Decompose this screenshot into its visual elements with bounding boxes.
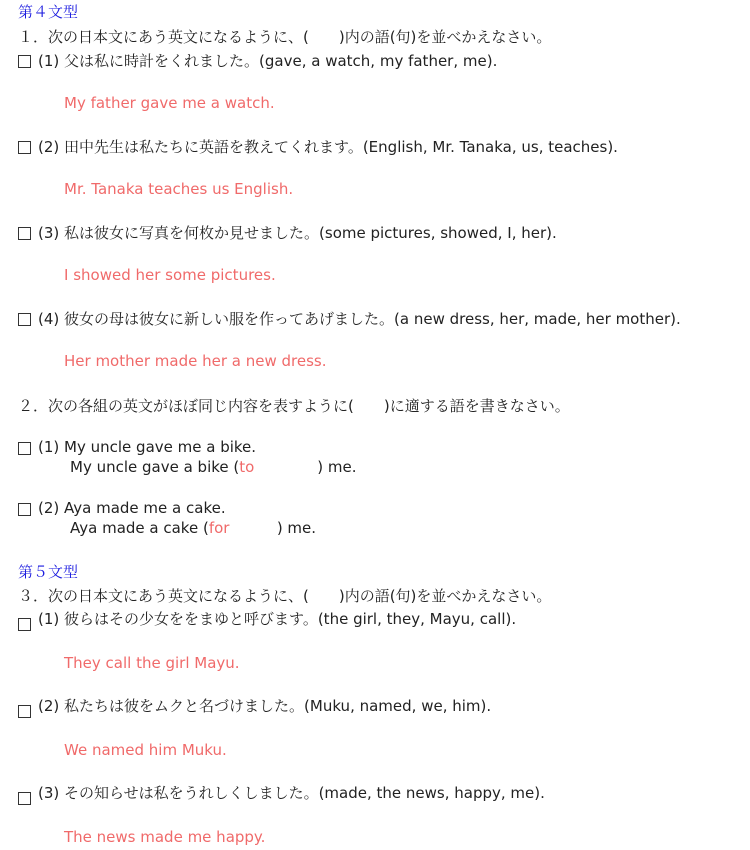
question-text: その知らせは私をうれしくしました。(made, the news, happy, me). (64, 784, 545, 802)
question-number: (1) (38, 438, 60, 456)
answer-q1-1: My father gave me a watch. (64, 94, 275, 112)
checkbox-q1-2[interactable] (18, 141, 31, 154)
question-text: 田中先生は私たちに英語を教えてくれます。(English, Mr. Tanaka, us, teaches). (64, 138, 618, 156)
question-q1-4 (38, 309, 681, 329)
question-number: (3) (38, 784, 60, 802)
instruction-2: ２．次の各組の英文がほぼ同じ内容を表すように( )に適する語を書きなさい。 (18, 397, 570, 415)
question-number: (3) (38, 224, 60, 242)
answer-q3-1: They call the girl Mayu. (64, 654, 240, 672)
question-q1-3 (38, 223, 557, 243)
question-q3-1 (38, 609, 516, 629)
question-q3-2 (38, 696, 491, 716)
checkbox-q2-2[interactable] (18, 503, 31, 516)
instruction-3: ３．次の日本文にあう英文になるように、( )内の語(句)を並べかえなさい。 (18, 587, 552, 605)
checkbox-q3-2[interactable] (18, 705, 31, 718)
checkbox-q1-4[interactable] (18, 313, 31, 326)
sentence-after-blank: ) me. (276, 519, 317, 537)
sentence-line2-q2-1 (70, 457, 356, 477)
checkbox-q2-1[interactable] (18, 442, 31, 455)
checkbox-q3-3[interactable] (18, 792, 31, 805)
sentence-line2-q2-2 (70, 518, 316, 538)
sentence-before-blank: My uncle gave a bike ( (70, 458, 240, 476)
question-q2-2 (38, 498, 226, 518)
sentence-line1: My uncle gave me a bike. (64, 438, 257, 456)
question-text: 彼女の母は彼女に新しい服を作ってあげました。(a new dress, her, made, her mother). (64, 310, 681, 328)
question-text: 私は彼女に写真を何枚か見せました。(some pictures, showed, I, her). (64, 224, 557, 242)
question-q1-1 (38, 51, 497, 71)
question-number: (4) (38, 310, 60, 328)
sentence-after-blank: ) me. (317, 458, 357, 476)
question-text: 父は私に時計をくれました。(gave, a watch, my father, me). (64, 52, 498, 70)
answer-q3-3: The news made me happy. (64, 828, 266, 846)
question-text: 彼らはその少女ををまゆと呼びます。(the girl, they, Mayu, call). (64, 610, 517, 628)
instruction-1: １．次の日本文にあう英文になるように、( )内の語(句)を並べかえなさい。 (18, 28, 552, 46)
question-number: (2) (38, 138, 60, 156)
question-text: 私たちは彼をムクと名づけました。(Muku, named, we, him). (64, 697, 492, 715)
question-q3-3 (38, 783, 545, 803)
question-number: (2) (38, 697, 60, 715)
question-number: (2) (38, 499, 60, 517)
section-heading-4: 第４文型 (18, 3, 79, 21)
answer-q1-4: Her mother made her a new dress. (64, 352, 327, 370)
blank-answer: to (239, 458, 255, 476)
question-number: (1) (38, 52, 60, 70)
question-q2-1 (38, 437, 256, 457)
answer-q3-2: We named him Muku. (64, 741, 227, 759)
sentence-before-blank: Aya made a cake ( (70, 519, 209, 537)
checkbox-q3-1[interactable] (18, 618, 31, 631)
section-heading-5: 第５文型 (18, 563, 79, 581)
question-number: (1) (38, 610, 60, 628)
question-q1-2 (38, 137, 618, 157)
checkbox-q1-3[interactable] (18, 227, 31, 240)
sentence-line1: Aya made me a cake. (64, 499, 226, 517)
answer-q1-3: I showed her some pictures. (64, 266, 276, 284)
checkbox-q1-1[interactable] (18, 55, 31, 68)
answer-q1-2: Mr. Tanaka teaches us English. (64, 180, 294, 198)
blank-answer: for (208, 519, 230, 537)
